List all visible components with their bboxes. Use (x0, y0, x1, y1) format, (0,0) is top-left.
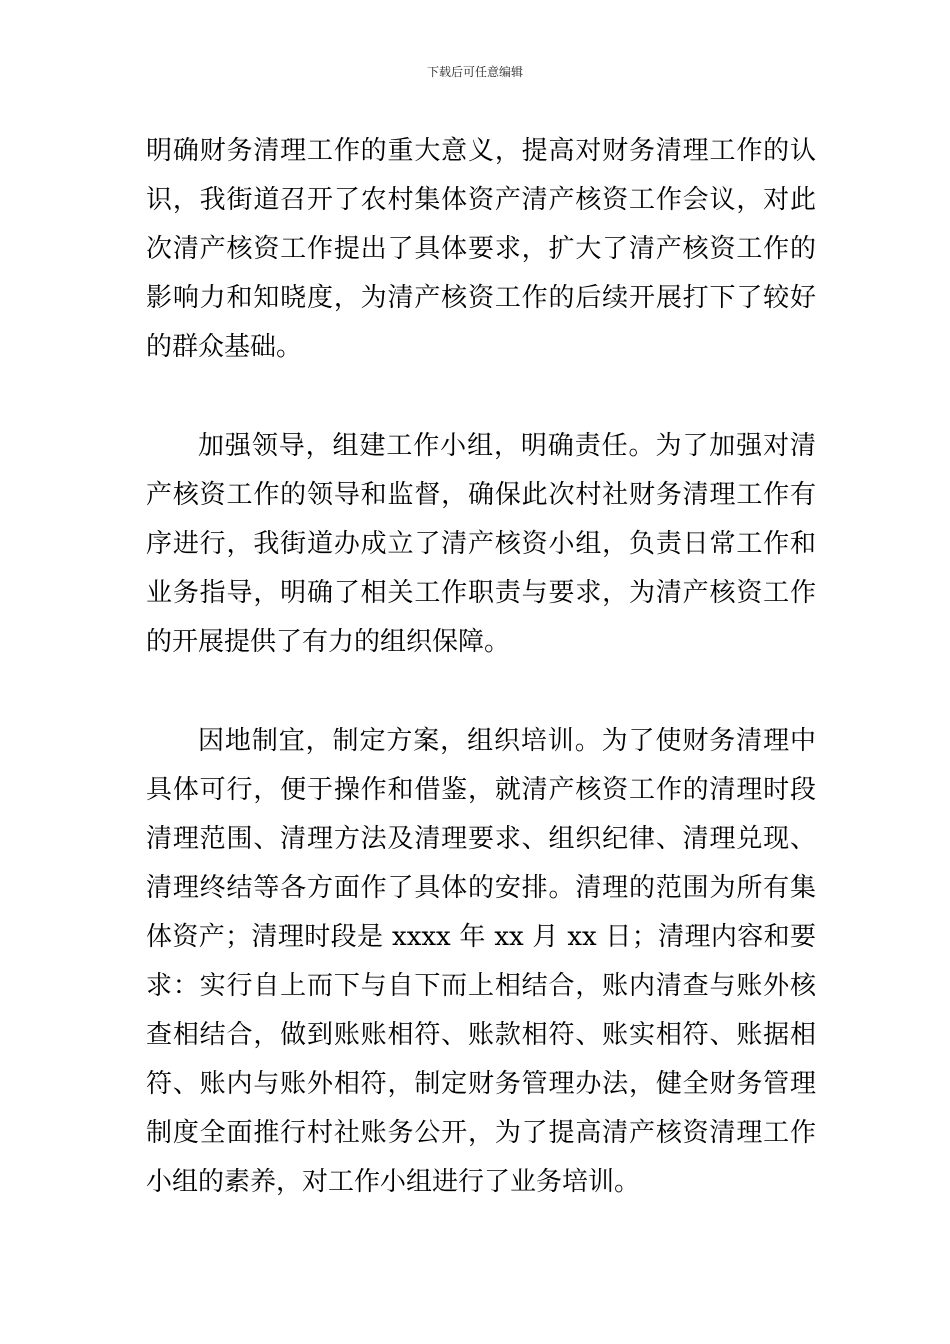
page-header-note: 下载后可任意编辑 (426, 65, 523, 79)
document-body (146, 127, 816, 1207)
paragraph-2: 加强领导，组建工作小组，明确责任。为了加强对清产核资工作的领导和监督，确保此次村社财务清理工作有序进行，我街道办成立了清产核资小组，负责日常工作和业务指导，明确了相关工作职责与要求，为清产核资工作的开展提供了有力的组织保障。 (146, 431, 816, 657)
paragraph-1: 明确财务清理工作的重大意义，提高对财务清理工作的认识，我街道召开了农村集体资产清产核资工作会议，对此次清产核资工作提出了具体要求，扩大了清产核资工作的影响力和知晓度，为清产核资工作的后续开展打下了较好的群众基础。 (146, 136, 816, 362)
paragraph-3: 因地制宜，制定方案，组织培训。为了使财务清理中具体可行，便于操作和借鉴，就清产核资工作的清理时段清理范围、清理方法及清理要求、组织纪律、清理兑现、清理终结等各方面作了具体的安排。清理的范围为所有集体资产；清理时段是 xxxx 年 xx 月 xx 日；清理内容和要求：实行自上而下与自下而上相结合，账内清查与账外核查相结合，做到账账相符、账款相符、账实相符、账据相符、账内与账外相符，制定财务管理办法，健全财务管理制度全面推行村社账务公开，为了提高清产核资清理工作小组的素养，对工作小组进行了业务培训。 (146, 726, 816, 1197)
